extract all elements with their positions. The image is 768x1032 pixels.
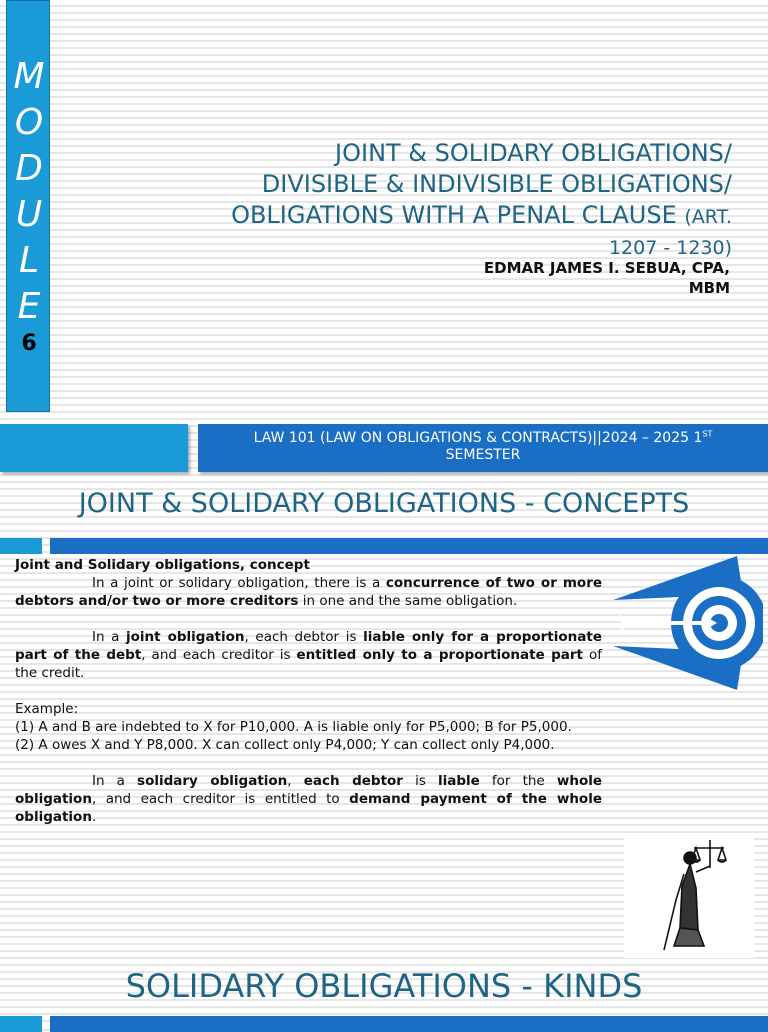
concept-subtitle: Joint and Solidary obligations, concept [15, 557, 310, 573]
text-run: In a [92, 773, 138, 789]
course-band-text: LAW 101 (LAW ON OBLIGATIONS & CONTRACTS)||2024 – 2025 1 [253, 430, 703, 446]
concept-body [15, 556, 602, 826]
author [370, 258, 730, 298]
article-range-a: (ART. [684, 206, 732, 228]
text-run-bold: concurrence of two or more debtors and/or two or more creditors [15, 575, 603, 609]
text-run-bold: entitled only to a proportionate part [296, 647, 584, 663]
text-run: In a joint or solidary obligation, there is a [92, 575, 386, 591]
example-1: (1) A and B are indebted to X for P10,000. A is liable only for P5,000; B for P5,000. [15, 719, 572, 735]
module-letter: L [18, 240, 40, 281]
module-letter: O [14, 102, 44, 143]
target-with-arrow-icon [605, 554, 763, 692]
module-bar [6, 0, 50, 412]
lady-justice-icon [624, 838, 754, 958]
paragraph-solidary [15, 772, 602, 826]
band-accent [0, 424, 188, 472]
text-run: , [287, 773, 304, 789]
text-run: in one and the same obligation. [298, 593, 518, 609]
text-run-bold: joint obligation [126, 629, 245, 645]
divider-accent [0, 538, 42, 554]
module-letter: E [17, 286, 41, 327]
text-run-bold: liable [437, 773, 480, 789]
module-letter: U [15, 194, 43, 235]
text-run-bold: solidary obligation [137, 773, 288, 789]
text-run: , and each creditor is [141, 647, 297, 663]
example-2: (2) A owes X and Y P8,000. X can collect only P4,000; Y can collect only P4,000. [15, 737, 555, 753]
section-heading-concepts: JOINT & SOLIDARY OBLIGATIONS - CONCEPTS [78, 488, 690, 519]
text-run: for the [479, 773, 557, 789]
title-line-3-text: OBLIGATIONS WITH A PENAL CLAUSE [231, 201, 677, 229]
module-letter: M [13, 56, 45, 97]
course-band-sup: ST [702, 429, 713, 439]
paragraph-concurrence [15, 574, 602, 610]
module-letter: D [15, 148, 43, 189]
text-run: is [402, 773, 438, 789]
text-run: , each debtor is [244, 629, 364, 645]
title-line-3 [132, 200, 732, 233]
example-label: Example: [15, 701, 79, 717]
text-run-bold: whole obligation [15, 773, 602, 807]
course-band [198, 424, 768, 472]
article-range-b: 1207 - 1230) [608, 237, 732, 259]
module-number: 6 [21, 331, 37, 356]
text-run: In a [92, 629, 126, 645]
title-line-2: DIVISIBLE & INDIVISIBLE OBLIGATIONS/ [261, 170, 732, 198]
page-title [132, 138, 732, 264]
text-run: . [91, 809, 97, 825]
section-heading-kinds: SOLIDARY OBLIGATIONS - KINDS [125, 967, 643, 1005]
author-line-1: EDMAR JAMES I. SEBUA, CPA, [483, 259, 730, 277]
text-run: of the credit. [15, 647, 602, 681]
title-line-1: JOINT & SOLIDARY OBLIGATIONS/ [335, 139, 732, 167]
text-run-bold: each debtor [303, 773, 403, 789]
divider-bar [50, 1016, 768, 1032]
divider-accent [0, 1016, 42, 1032]
paragraph-joint [15, 628, 602, 682]
text-run: , and each creditor is entitled to [91, 791, 350, 807]
text-run-bold: liable only for a proportionate part of the debt [15, 629, 602, 663]
course-band-semester: SEMESTER [445, 447, 521, 463]
divider-bar [50, 538, 768, 554]
text-run-bold: demand payment of the whole obligation [15, 791, 602, 825]
author-line-2: MBM [688, 279, 730, 297]
